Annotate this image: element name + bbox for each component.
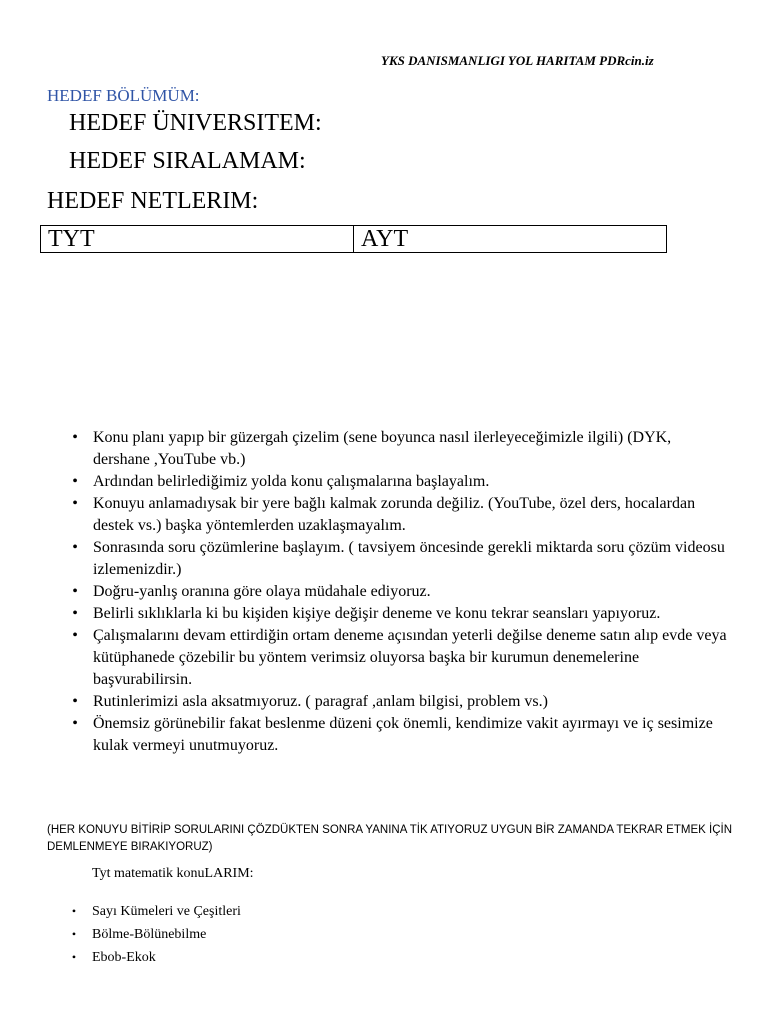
target-nets-label: HEDEF NETLERIM: — [47, 188, 259, 214]
bullet-icon: • — [72, 715, 78, 732]
bullet-icon: • — [72, 605, 78, 622]
bullet-icon: • — [71, 927, 77, 941]
tip-text: Ardından belirlediğimiz yolda konu çalışmalarına başlayalım. — [93, 473, 490, 490]
net-table — [40, 225, 667, 253]
tip-text: Doğru-yanlış oranına göre olaya müdahale ediyoruz. — [93, 583, 431, 600]
bullet-icon: • — [72, 539, 78, 556]
tip-text: Sonrasında soru çözümlerine başlayım. ( tavsiyem öncesinde gerekli miktarda soru çözüm videosu izlemenizdir.) — [93, 539, 725, 578]
list-item — [70, 946, 241, 969]
net-table-row — [41, 226, 667, 253]
bullet-icon: • — [72, 495, 78, 512]
topic-text: Sayı Kümeleri ve Çeşitleri — [92, 904, 241, 919]
note-text: (HER KONUYU BİTİRİP SORULARINI ÇÖZDÜKTEN SONRA YANINA TİK ATIYORUZ UYGUN BİR ZAMANDA TEKRAR ETMEK İÇİN DEMLENMEYE BIRAKIYORUZ) — [47, 824, 732, 853]
topic-text: Ebob-Ekok — [92, 950, 156, 965]
target-ranking-label: HEDEF SIRALAMAM: — [69, 148, 306, 174]
tip-text: Çalışmalarını devam ettirdiğin ortam deneme açısından yeterli değilse deneme satın alıp evde veya kütüphanede çözebilir bu yöntem verimsiz oluyorsa başka bir kurumun denemelerine başvurabilirsin. — [93, 627, 727, 688]
list-item — [70, 691, 730, 713]
tip-text: Rutinlerimizi asla aksatmıyoruz. ( paragraf ,anlam bilgisi, problem vs.) — [93, 693, 548, 710]
topics-list — [70, 900, 241, 969]
target-department-label: HEDEF BÖLÜMÜM: — [47, 86, 200, 105]
bullet-icon: • — [72, 583, 78, 600]
bullet-icon: • — [72, 429, 78, 446]
net-table-ayt-cell: AYT — [354, 226, 667, 253]
tips-list — [70, 427, 730, 757]
topic-text: Bölme-Bölünebilme — [92, 927, 207, 942]
list-item — [70, 427, 730, 471]
bullet-icon: • — [71, 904, 77, 918]
list-item — [70, 900, 241, 923]
document-header: YKS DANISMANLIGI YOL HARITAM PDRcin.iz — [381, 53, 654, 68]
list-item — [70, 581, 730, 603]
list-item — [70, 625, 730, 691]
bullet-icon: • — [71, 950, 77, 964]
bullet-icon: • — [72, 473, 78, 490]
tip-text: Belirli sıklıklarla ki bu kişiden kişiye değişir deneme ve konu tekrar seansları yapıyoruz. — [93, 605, 661, 622]
target-university-label: HEDEF ÜNIVERSITEM: — [69, 110, 322, 136]
tip-text: Konu planı yapıp bir güzergah çizelim (sene boyunca nasıl ilerleyeceğimizle ilgili) (DYK, dershane ,YouTube vb.) — [93, 429, 672, 468]
bullet-icon: • — [72, 627, 78, 644]
tip-text: Önemsiz görünebilir fakat beslenme düzeni çok önemli, kendimize vakit ayırmayı ve iç sesimize kulak vermeyi unutmuyoruz. — [93, 715, 713, 754]
list-item — [70, 493, 730, 537]
list-item — [70, 471, 730, 493]
bullet-icon: • — [72, 693, 78, 710]
tip-text: Konuyu anlamadıysak bir yere bağlı kalmak zorunda değiliz. (YouTube, özel ders, hocalardan destek vs.) başka yöntemlerden uzaklaşmayalım. — [93, 495, 696, 534]
list-item — [70, 713, 730, 757]
topics-title: Tyt matematik konuLARIM: — [92, 866, 254, 881]
list-item — [70, 603, 730, 625]
net-table-tyt-cell: TYT — [41, 226, 354, 253]
list-item — [70, 923, 241, 946]
list-item — [70, 537, 730, 581]
